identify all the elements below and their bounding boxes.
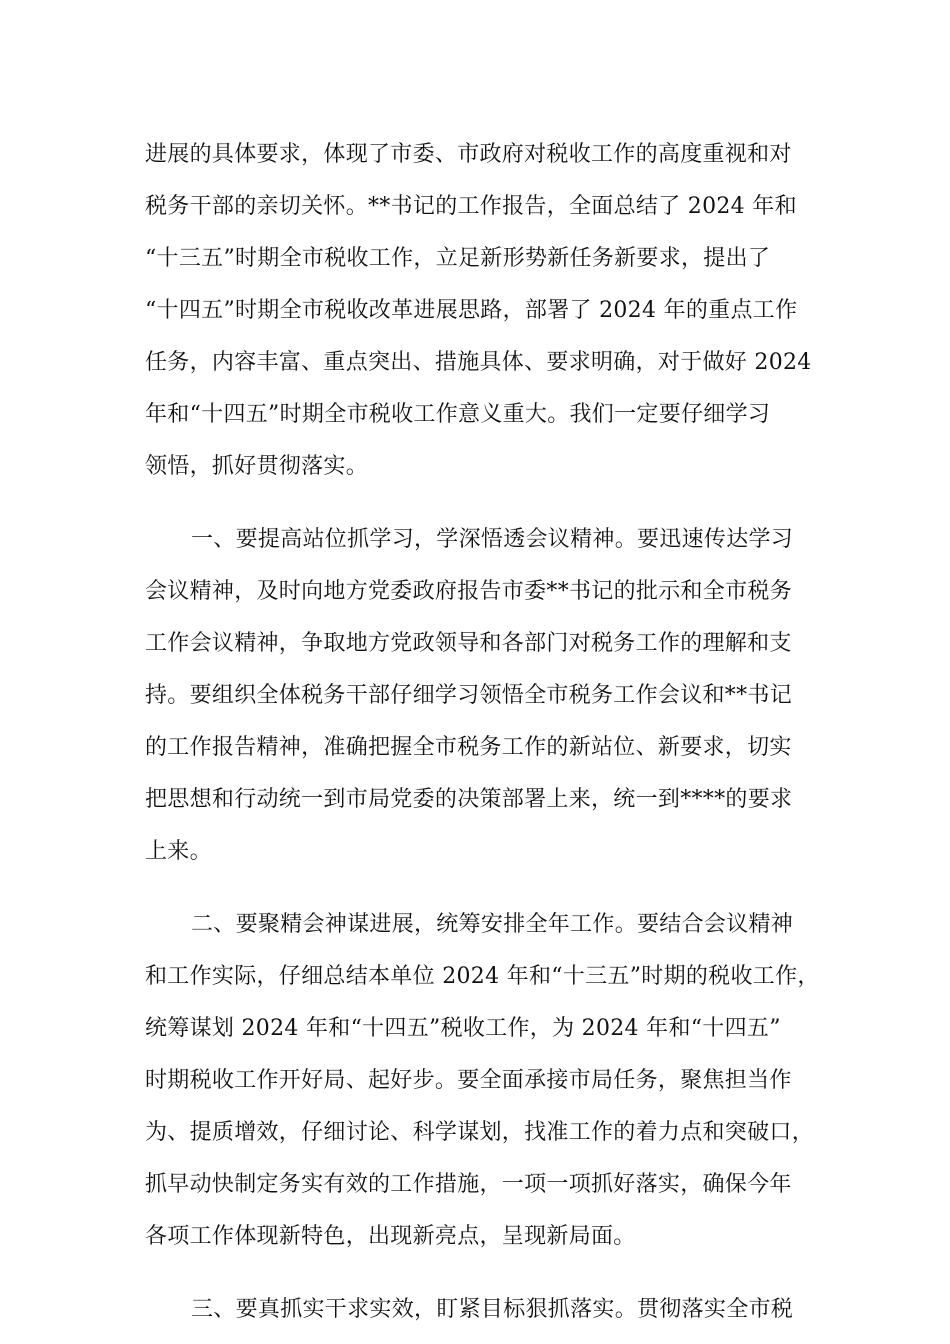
paragraph-3 [145, 899, 825, 1263]
text-line: 把思想和行动统一到市局党委的决策部署上来，统一到****的要求 [145, 787, 793, 812]
text-line: “十三五”时期全市税收工作，立足新形势新任务新要求，提出了 [145, 246, 771, 271]
text-line: 工作会议精神，争取地方党政领导和各部门对税务工作的理解和支 [145, 631, 792, 656]
text-line: 年和“十四五”时期全市税收工作意义重大。我们一定要仔细学习 [145, 402, 771, 427]
text-line: 的工作报告精神，准确把握全市税务工作的新站位、新要求，切实 [145, 735, 792, 760]
text-line: 时期税收工作开好局、起好步。要全面承接市局任务，聚焦担当作 [145, 1068, 792, 1093]
paragraph-gap [145, 1263, 825, 1284]
text-line: 持。要组织全体税务干部仔细学习领悟全市税务工作会议和**书记 [145, 683, 793, 708]
text-line: 二、要聚精会神谋进展，统筹安排全年工作。要结合会议精神 [191, 912, 794, 937]
text-line: 一、要提高站位抓学习，学深悟透会议精神。要迅速传达学习 [191, 527, 794, 552]
text-line: 和工作实际，仔细总结本单位 2024 年和“十三五”时期的税收工作， [145, 964, 820, 989]
text-line: 税务干部的亲切关怀。**书记的工作报告，全面总结了 2024 年和 [145, 194, 797, 219]
document-body [145, 129, 825, 1336]
text-line: 抓早动快制定务实有效的工作措施，一项一项抓好落实，确保今年 [145, 1172, 792, 1197]
text-line: 会议精神，及时向地方党委政府报告市委**书记的批示和全市税务 [145, 579, 793, 604]
text-line: 为、提质增效，仔细讨论、科学谋划，找准工作的着力点和突破口， [145, 1120, 815, 1145]
text-line: 进展的具体要求，体现了市委、市政府对税收工作的高度重视和对 [145, 142, 792, 167]
paragraph-4 [145, 1284, 825, 1336]
paragraph-1 [145, 129, 825, 493]
text-line: 领悟，抓好贯彻落实。 [145, 454, 369, 479]
text-line: 任务，内容丰富、重点突出、措施具体、要求明确，对于做好 2024 [145, 350, 812, 375]
paragraph-2 [145, 514, 825, 878]
text-line: 上来。 [145, 839, 212, 864]
paragraph-gap [145, 878, 825, 899]
text-line: 各项工作体现新特色，出现新亮点，呈现新局面。 [145, 1224, 636, 1249]
paragraph-gap [145, 493, 825, 514]
text-line: “十四五”时期全市税收改革进展思路，部署了 2024 年的重点工作 [145, 298, 798, 323]
text-line: 统筹谋划 2024 年和“十四五”税收工作，为 2024 年和“十四五” [145, 1016, 781, 1041]
text-line: 三、要真抓实干求实效，盯紧目标狠抓落实。贯彻落实全市税 [191, 1297, 794, 1322]
